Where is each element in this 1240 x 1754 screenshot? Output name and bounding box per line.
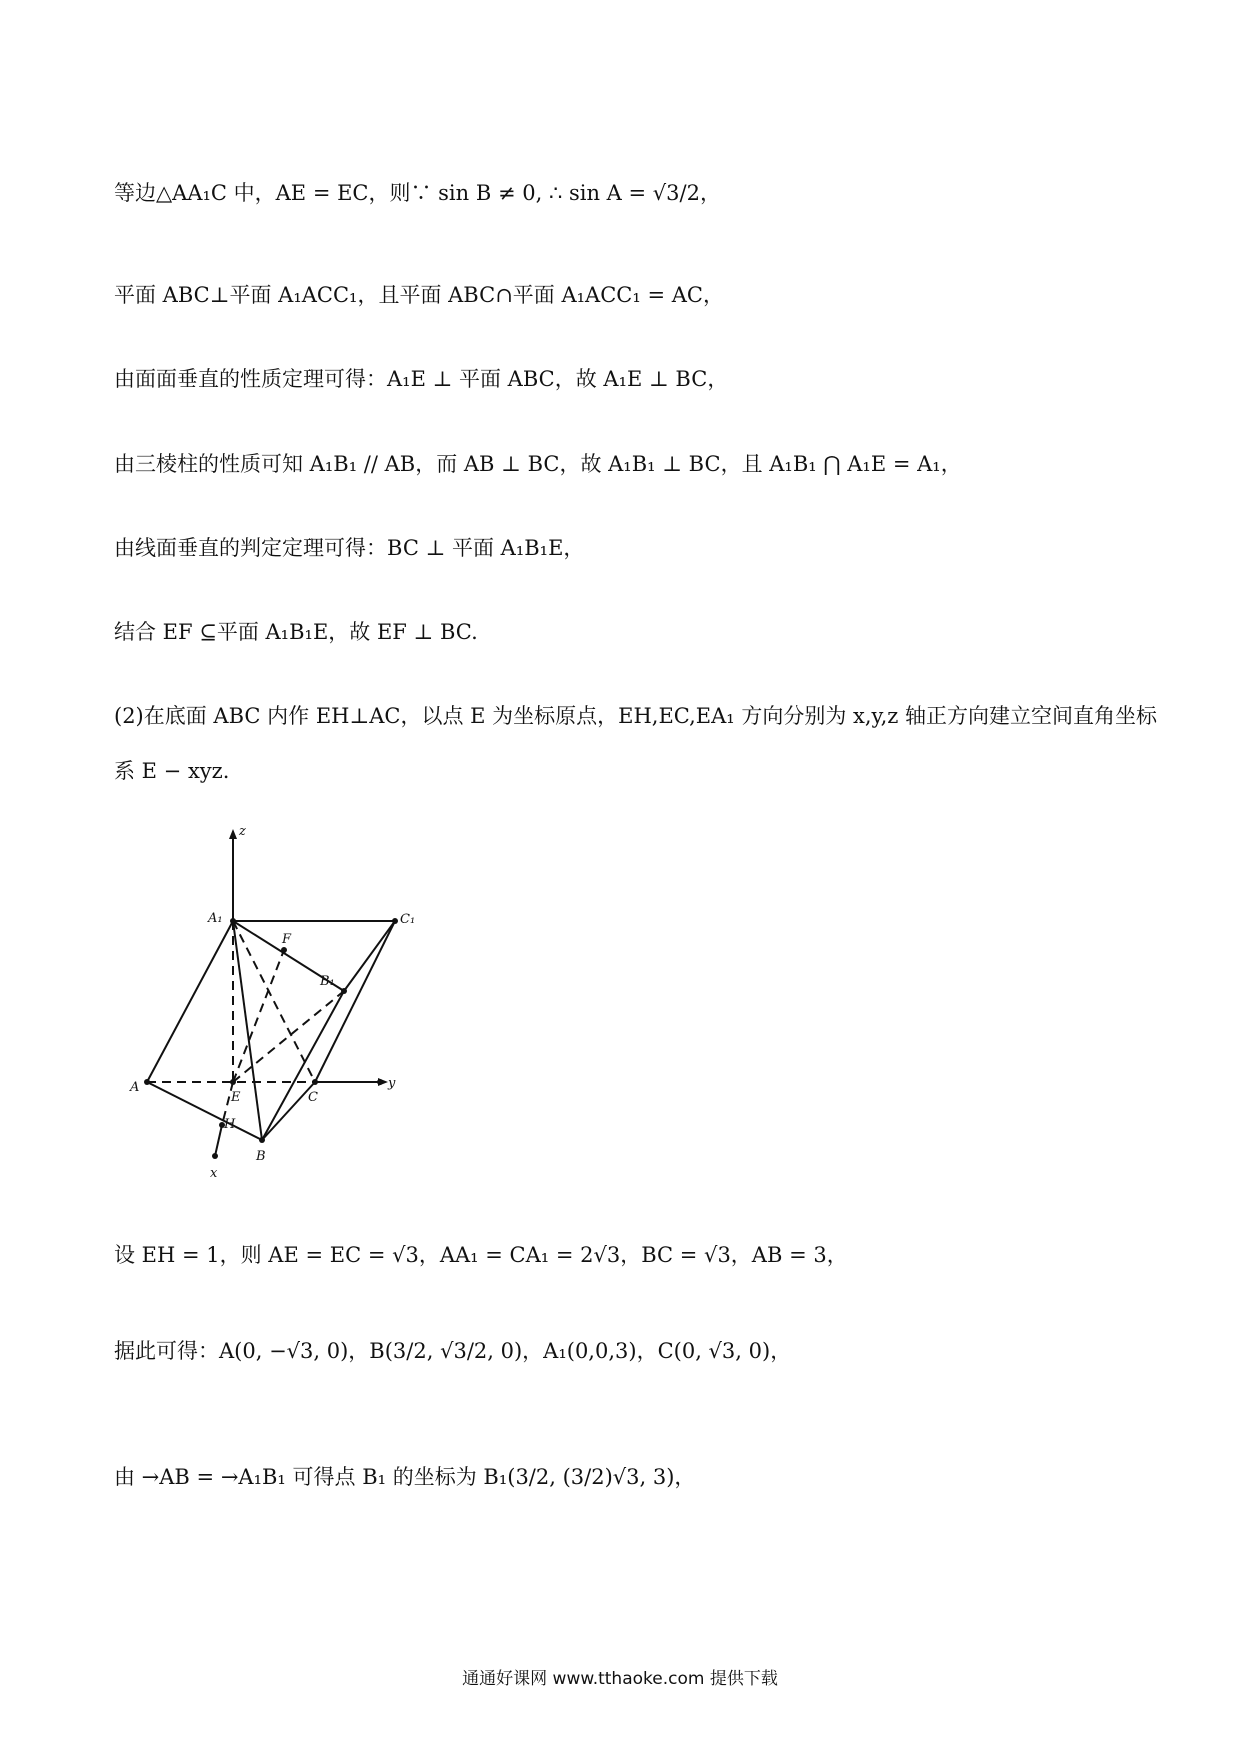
text-line-1: 等边△AA₁C 中，AE = EC，则∵ sin B ≠ 0, ∴ sin A = √3/2， [114,181,721,205]
label-A1: A₁ [208,911,223,926]
label-B1: B₁ [320,974,335,989]
edge-B1C1 [344,921,395,991]
label-x: x [210,1166,218,1181]
text-line-3: 由面面垂直的性质定理可得：A₁E ⊥ 平面 ABC，故 A₁E ⊥ BC， [114,367,729,391]
point-A [144,1079,150,1085]
text-line-6: 结合 EF ⊆平面 A₁B₁E，故 EF ⊥ BC. [114,620,478,644]
page-footer: 通通好课网 www.tthaoke.com 提供下载 [462,1669,778,1689]
label-F: F [282,932,292,947]
text-line-9: 设 EH = 1，则 AE = EC = √3，AA₁ = CA₁ = 2√3，BC = √3，AB = 3， [114,1243,848,1267]
edge-AB [147,1082,262,1140]
x-axis-outer [215,1125,222,1156]
point-F [281,947,287,953]
point-A1 [230,918,236,924]
text-line-11: 由 →AB = →A₁B₁ 可得点 B₁ 的坐标为 B₁(3/2, (3/2)√3, 3)， [114,1465,696,1489]
text-line-5: 由线面垂直的判定定理可得：BC ⊥ 平面 A₁B₁E， [114,536,585,560]
point-x-end [212,1153,218,1159]
text-line-4: 由三棱柱的性质可知 A₁B₁ // AB，而 AB ⊥ BC，故 A₁B₁ ⊥ BC，且 A₁B₁ ⋂ A₁E = A₁， [114,452,962,476]
text-line-7: (2)在底面 ABC 内作 EH⊥AC，以点 E 为坐标原点，EH,EC,EA₁ 方向分别为 x,y,z 轴正方向建立空间直角坐标 [114,704,1158,728]
point-C1 [392,918,398,924]
prism-figure [120,825,420,1185]
segment-A1C-dashed [233,921,315,1082]
point-C [312,1079,318,1085]
point-E [230,1079,236,1085]
z-axis-arrow [229,829,237,839]
point-B [259,1137,265,1143]
text-line-8: 系 E − xyz. [114,759,230,783]
label-B: B [256,1149,266,1164]
point-y-end [377,1079,383,1085]
point-B1 [341,988,347,994]
label-z: z [239,825,246,839]
segment-A1B [233,921,262,1140]
label-C1: C₁ [400,912,416,927]
label-A: A [130,1080,140,1095]
label-E: E [231,1090,241,1105]
edge-CC1 [315,921,395,1082]
label-C: C [308,1090,318,1105]
edge-AA1 [147,921,233,1082]
text-line-10: 据此可得：A(0, −√3, 0)，B(3/2, √3/2, 0)，A₁(0,0,3)，C(0, √3, 0)， [114,1339,792,1363]
text-line-2: 平面 ABC⊥平面 A₁ACC₁，且平面 ABC∩平面 A₁ACC₁ = AC， [114,283,724,307]
label-H: H [224,1117,236,1132]
edge-BB1 [262,991,344,1140]
label-y: y [388,1076,396,1091]
